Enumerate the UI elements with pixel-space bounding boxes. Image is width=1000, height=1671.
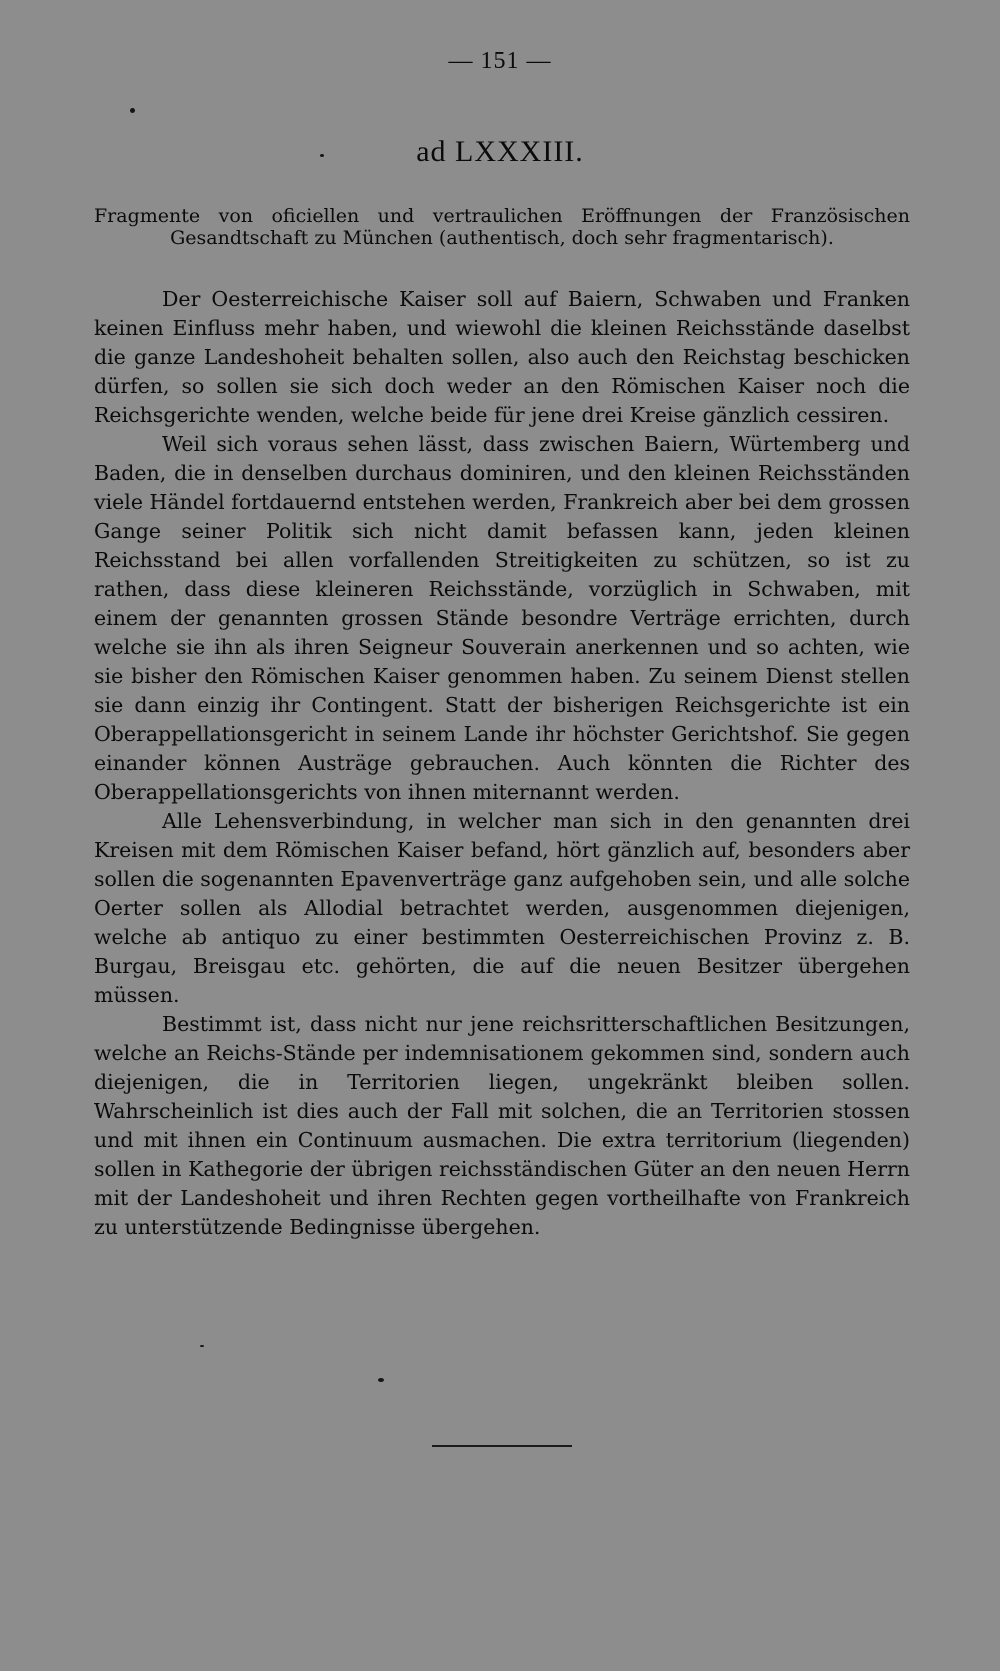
paragraph-4: Bestimmt ist, dass nicht nur jene reichsritterschaftlichen Besitzungen, welche an Reichs-Stände per indemnisationem gekommen sind, sondern auch diejenigen, die in Territorien liegen, ungekränkt bleiben sollen. Wahrscheinlich ist dies auch der Fall mit solchen, die an Territorien stossen und mit ihnen ein Continuum ausmachen. Die extra territorium (liegenden) sollen in Kathegorie der übrigen reichsständischen Güter an den neuen Herrn mit der Landeshoheit und ihren Rechten gegen vortheilhafte von Frankreich zu unterstützende Bedingnisse übergehen. <box>94 1012 910 1239</box>
scan-speck <box>320 154 324 157</box>
end-rule <box>432 1445 572 1447</box>
body-text <box>94 285 910 1242</box>
subtitle: Fragmente von oficiellen und vertraulichen Eröffnungen der Französischen Gesandtschaft zu München (authentisch, doch sehr fragmentarisch). <box>94 205 910 249</box>
page-number: — 151 — <box>448 48 552 74</box>
scan-speck <box>130 108 135 113</box>
paragraph-2: Weil sich voraus sehen lässt, dass zwischen Baiern, Würtemberg und Baden, die in denselben durchaus dominiren, und den kleinen Reichsständen viele Händel fortdauernd entstehen werden, Frankreich aber bei dem grossen Gange seiner Politik sich nicht damit befassen kann, jeden kleinen Reichsstand bei allen vorfallenden Streitigkeiten zu schützen, so ist zu rathen, dass diese kleineren Reichsstände, vorzüglich in Schwaben, mit einem der genannten grossen Stände besondre Verträge errichten, durch welche sie ihn als ihren Seigneur Souverain anerkennen und so achten, wie sie bisher den Römischen Kaiser genommen haben. Zu seinem Dienst stellen sie dann einzig ihr Contingent. Statt der bisherigen Reichsgerichte ist ein Oberappellationsgericht in seinem Lande ihr höchster Gerichtshof. Sie gegen einander können Austräge gebrauchen. Auch könnten die Richter des Oberappellationsgerichts von ihnen miternannt werden. <box>94 432 910 804</box>
scan-speck <box>200 1345 204 1347</box>
paragraph-1: Der Oesterreichische Kaiser soll auf Baiern, Schwaben und Franken keinen Einfluss mehr haben, und wiewohl die kleinen Reichsstände daselbst die ganze Landeshoheit behalten sollen, also auch den Reichstag beschicken dürfen, so sollen sie sich doch weder an den Römischen Kaiser noch die Reichsgerichte wenden, welche beide für jene drei Kreise gänzlich cessiren. <box>94 287 910 427</box>
scan-speck <box>378 1378 384 1382</box>
section-title: ad LXXXIII. <box>416 135 584 168</box>
paragraph-3: Alle Lehensverbindung, in welcher man sich in den genannten drei Kreisen mit dem Römischen Kaiser befand, hört gänzlich auf, besonders aber sollen die sogenannten Epavenverträge ganz aufgehoben sein, und alle solche Oerter sollen als Allodial betrachtet werden, ausgenommen diejenigen, welche ab antiquo zu einer bestimmten Oesterreichischen Provinz z. B. Burgau, Breisgau etc. gehörten, die auf die neuen Besitzer übergehen müssen. <box>94 809 910 1007</box>
